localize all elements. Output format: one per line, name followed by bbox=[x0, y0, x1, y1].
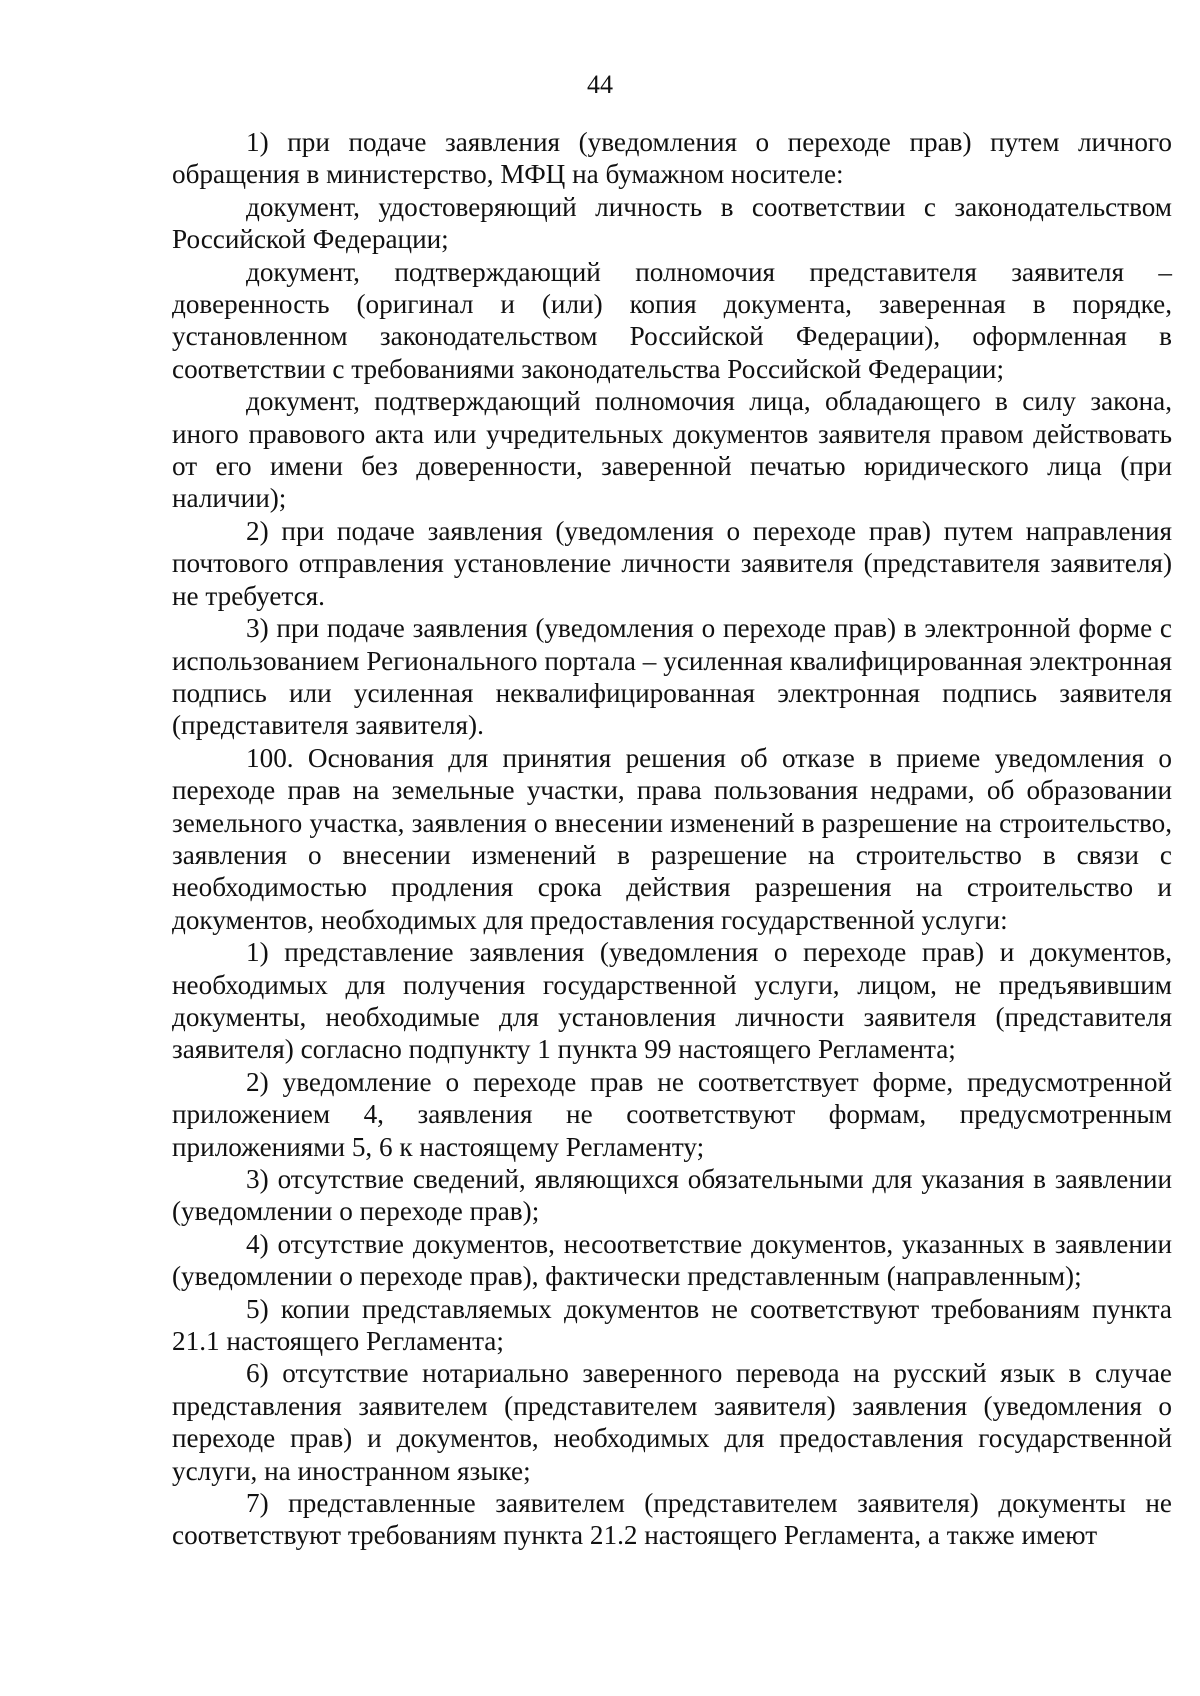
paragraph-refusal-ground-7: 7) представленные заявителем (представителем заявителя) документы не соответствуют требованиям пункта 21.2 настоящего Регламента, а также имеют bbox=[172, 1488, 1172, 1551]
paragraph-refusal-ground-1: 1) представление заявления (уведомления о переходе прав) и документов, необходимых для получения государственной услуги, лицом, не предъявившим документы, необходимые для установления личности заявителя (представителя заявителя) согласно подпункту 1 пункта 99 настоящего Регламента; bbox=[172, 937, 1172, 1065]
paragraph-refusal-ground-2: 2) уведомление о переходе прав не соответствует форме, предусмотренной приложением 4, заявления не соответствуют формам, предусмотренным приложениями 5, 6 к настоящему Регламенту; bbox=[172, 1066, 1172, 1162]
paragraph-item-3-electronic: 3) при подаче заявления (уведомления о переходе прав) в электронной форме с использованием Регионального портала – усиленная квалифицированная электронная подпись или усиленная неквалифицированная электронная подпись заявителя (представителя заявителя). bbox=[172, 613, 1172, 741]
paragraph-legal-entity-authority: документ, подтверждающий полномочия лица, обладающего в силу закона, иного правового акта или учредительных документов заявителя правом действовать от его имени без доверенности, заверенной печатью юридического лица (при наличии); bbox=[172, 386, 1172, 514]
paragraph-refusal-ground-5: 5) копии представляемых документов не соответствуют требованиям пункта 21.1 настоящего Регламента; bbox=[172, 1293, 1172, 1357]
paragraph-representative-authority: документ, подтверждающий полномочия представителя заявителя – доверенность (оригинал и (или) копия документа, заверенная в порядке, установленном законодательством Российской Федерации), оформленная в соответствии с требованиями законодательства Российской Федерации; bbox=[172, 256, 1172, 384]
paragraph-refusal-ground-4: 4) отсутствие документов, несоответствие документов, указанных в заявлении (уведомлении о переходе прав), фактически представленным (направленным); bbox=[172, 1228, 1172, 1292]
paragraph-item-2-postal: 2) при подаче заявления (уведомления о переходе прав) путем направления почтового отправления установление личности заявителя (представителя заявителя) не требуется. bbox=[172, 515, 1172, 611]
paragraph-item-1-in-person: 1) при подаче заявления (уведомления о переходе прав) путем личного обращения в министерство, МФЦ на бумажном носителе: bbox=[172, 127, 1172, 190]
paragraph-identity-document: документ, удостоверяющий личность в соответствии с законодательством Российской Федерации; bbox=[172, 191, 1172, 255]
paragraph-refusal-ground-6: 6) отсутствие нотариально заверенного перевода на русский язык в случае представления заявителем (представителем заявителя) заявления (уведомления о переходе прав) и документов, необходимых для предоставления государственной услуги, на иностранном языке; bbox=[172, 1358, 1172, 1486]
page-number: 44 bbox=[587, 70, 613, 99]
document-body bbox=[172, 126, 1172, 1552]
paragraph-refusal-ground-3: 3) отсутствие сведений, являющихся обязательными для указания в заявлении (уведомлении о переходе прав); bbox=[172, 1164, 1172, 1227]
paragraph-clause-100: 100. Основания для принятия решения об отказе в приеме уведомления о переходе прав на земельные участки, права пользования недрами, об образовании земельного участка, заявления о внесении изменений в разрешение на строительство, заявления о внесении изменений в разрешение на строительство в связи с необходимостью продления срока действия разрешения на строительство и документов, необходимых для предоставления государственной услуги: bbox=[172, 742, 1172, 935]
